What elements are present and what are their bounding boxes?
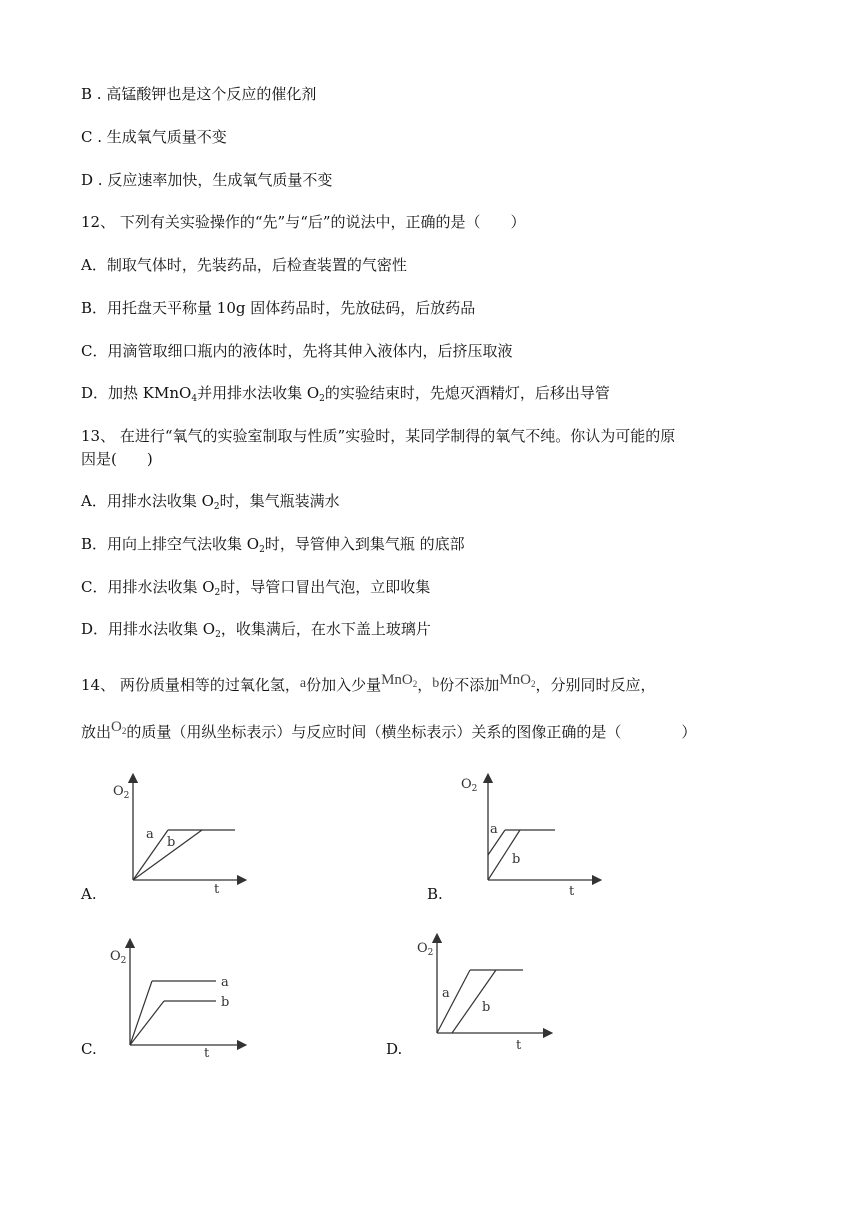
- option-d-q12-pre: D．加热 KMnO: [81, 384, 192, 402]
- y-label: $O_2$: [461, 777, 478, 794]
- option-c-q11: C . 生成氧气质量不变: [81, 128, 227, 146]
- option-d-q13-sub: 2: [215, 630, 221, 640]
- option-d-q12-sub1: 4: [191, 394, 198, 404]
- q14-l2-pre: 放出: [81, 723, 112, 741]
- option-d-q12-mid: 并用排水法收集 O: [197, 384, 320, 402]
- q14-o2: $O_2$: [111, 719, 127, 736]
- option-b-q12: B．用托盘天平称量 10g 固体药品时，先放砝码，后放药品: [81, 299, 476, 317]
- question-13-stem-line2: 因是( ): [81, 450, 153, 468]
- option-a-q13-sub: 2: [213, 502, 220, 512]
- q14-a: a: [299, 676, 307, 691]
- question-13-stem-line1: 13、 在进行“氧气的实验室制取与性质”实验时，某同学制得的氧气不纯。你认为可能的原: [81, 427, 676, 445]
- question-14-stem-line2: [81, 719, 697, 747]
- q14-l1-mid1: 份加入少量: [306, 676, 382, 694]
- label-a: a: [490, 822, 498, 837]
- y-label: $O_2$: [417, 941, 434, 958]
- option-d-q12-post: 的实验结束时，先熄灭酒精灯，后移出导管: [324, 384, 610, 402]
- y-label: $O_2$: [113, 784, 130, 801]
- option-c-q12: C．用滴管取细口瓶内的液体时，先将其伸入液体内，后挤压取液: [81, 342, 513, 360]
- option-c-q13-post: 时，导管口冒出气泡，立即收集: [220, 578, 431, 596]
- label-b: b: [167, 835, 176, 850]
- option-a-q13-pre: A．用排水法收集 O: [81, 492, 214, 510]
- q14-l1-pre: 14、 两份质量相等的过氧化氢，: [81, 676, 300, 694]
- graph-b: [455, 770, 605, 895]
- label-b: b: [221, 995, 230, 1010]
- q14-l1-post: ，分别同时反应，: [535, 676, 656, 694]
- x-label: t: [204, 1046, 210, 1060]
- q14-l2-post: 的质量（用纵坐标表示）与反应时间（横坐标表示）关系的图像正确的是（ ）: [126, 723, 697, 741]
- x-label: t: [516, 1038, 522, 1053]
- option-b-q13-post: 时，导管伸入到集气瓶 的底部: [264, 535, 465, 553]
- graph-b-label[interactable]: B.: [427, 885, 443, 903]
- question-12-stem: 12、 下列有关实验操作的“先”与“后”的说法中，正确的是（ ）: [81, 213, 526, 231]
- series-b-rise: [130, 1001, 164, 1045]
- label-a: a: [442, 986, 450, 1001]
- option-d-q12: [81, 383, 610, 409]
- q14-b: b: [432, 676, 440, 691]
- graph-a: [100, 770, 250, 895]
- option-b-q13: [81, 534, 465, 560]
- q14-mno2-b: MnO$_2$: [499, 672, 536, 689]
- option-c-q13-pre: C．用排水法收集 O: [81, 578, 215, 596]
- option-b-q13-sub: 2: [259, 545, 265, 555]
- option-d-q13-post: ，收集满后，在水下盖上玻璃片: [220, 620, 431, 638]
- option-d-q13-pre: D．用排水法收集 O: [81, 620, 216, 638]
- label-b: b: [482, 1000, 491, 1015]
- x-label: t: [569, 884, 575, 895]
- q14-l1-mid2: ，: [417, 676, 433, 694]
- option-a-q13-post: 时，集气瓶装满水: [219, 492, 340, 510]
- graph-c: [100, 935, 250, 1060]
- label-a: a: [146, 827, 154, 842]
- graph-a-label[interactable]: A.: [81, 885, 97, 903]
- q14-l1-mid3: 份不添加: [439, 676, 500, 694]
- option-b-q11: B . 高锰酸钾也是这个反应的催化剂: [81, 85, 317, 103]
- series-a-rise: [130, 981, 152, 1045]
- y-label: $O_2$: [110, 949, 127, 966]
- question-14-stem-line1: [81, 672, 656, 700]
- option-a-q12: A．制取气体时，先装药品，后检查装置的气密性: [81, 256, 407, 274]
- option-b-q13-pre: B．用向上排空气法收集 O: [81, 535, 260, 553]
- option-d-q13: [81, 619, 431, 645]
- label-a: a: [221, 975, 229, 990]
- series-a-rise: [437, 970, 470, 1033]
- option-d-q12-sub2: 2: [319, 394, 325, 404]
- graph-d: [410, 930, 560, 1055]
- option-c-q13: [81, 577, 430, 603]
- graph-d-label[interactable]: D.: [386, 1040, 403, 1058]
- x-label: t: [214, 882, 220, 895]
- q14-mno2-a: MnO$_2$: [381, 672, 418, 689]
- option-c-q13-sub: 2: [214, 588, 221, 598]
- graph-c-label[interactable]: C.: [81, 1040, 97, 1058]
- option-d-q11: D . 反应速率加快，生成氧气质量不变: [81, 171, 333, 189]
- option-a-q13: [81, 491, 340, 517]
- label-b: b: [512, 852, 521, 867]
